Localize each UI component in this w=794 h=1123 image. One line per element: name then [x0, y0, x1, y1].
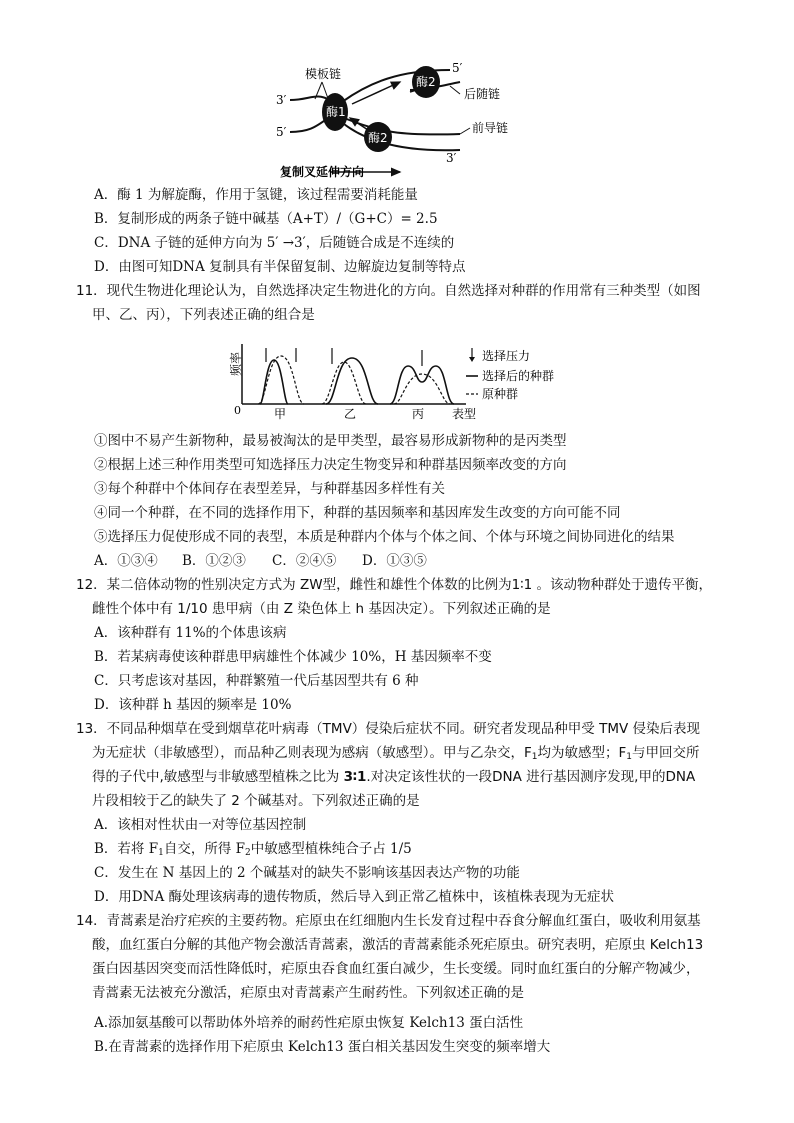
legend-selected: 选择后的种群 — [482, 369, 555, 383]
svg-text:后随链: 后随链 — [464, 87, 501, 101]
q10-option-b: B．复制形成的两条子链中碱基（A+T）/（G+C）= 2.5 — [94, 211, 438, 227]
svg-text:3′: 3′ — [276, 93, 287, 107]
replication-fork-diagram — [260, 52, 520, 180]
q12-option-a: A．该种群有 11%的个体患该病 — [94, 625, 287, 641]
group-label-yi: 乙 — [344, 407, 357, 421]
q11-stem: 11．现代生物进化理论认为，自然选择决定生物进化的方向。自然选择对种群的作用常有三种类型（如图 — [76, 283, 701, 299]
q11-option-b: B．①②③ — [182, 553, 246, 569]
group-label-jia: 甲 — [274, 407, 287, 421]
q11-item-3: ③每个种群中个体间存在表型差异，与种群基因多样性有关 — [94, 481, 445, 497]
q14-stem-4: 青蒿素无法被充分激活，疟原虫对青蒿素产生耐药性。下列叙述正确的是 — [92, 985, 524, 1001]
q14-option-b: B.在青蒿素的选择作用下疟原虫 Kelch13 蛋白相关基因发生突变的频率增大 — [94, 1039, 551, 1055]
q13-stem-4: 片段相较于乙的缺失了 2 个碱基对。下列叙述正确的是 — [92, 793, 420, 809]
y-axis-label: 频率 — [229, 351, 243, 376]
svg-text:前导链: 前导链 — [472, 121, 509, 135]
q10-option-a: A．酶 1 为解旋酶，作用于氢键，该过程需要消耗能量 — [94, 187, 418, 203]
q13-option-d: D．用DNA 酶处理该病毒的遗传物质，然后导入到正常乙植株中，该植株表现为无症状 — [94, 889, 614, 905]
q13-option-b: B．若将 $F_1$自交，所得 $F_2$中敏感型植株纯合子占 1/5 — [94, 841, 412, 858]
svg-text:复制叉延伸方向: 复制叉延伸方向 — [280, 165, 365, 179]
svg-text:3′: 3′ — [446, 151, 457, 165]
svg-text:酶2: 酶2 — [416, 75, 436, 89]
q11-stem-cont: 甲、乙、丙），下列表述正确的组合是 — [92, 307, 315, 323]
q11-item-4: ④同一个种群，在不同的选择作用下，种群的基因频率和基因库发生改变的方向可能不同 — [94, 505, 621, 521]
q12-option-d: D．该种群 h 基因的频率是 10% — [94, 697, 292, 713]
q12-stem-cont: 雌性个体中有 1/10 患甲病（由 Z 染色体上 h 基因决定）。下列叙述正确的是 — [92, 601, 551, 617]
q13-stem-3: 得的子代中,敏感型与非敏感型植株之比为 3∶1.对决定该性状的一段DNA 进行基因测序发现,甲的DNA — [92, 769, 696, 785]
legend-original: 原种群 — [482, 387, 519, 401]
group-label-bing: 丙 — [412, 407, 425, 421]
selection-types-chart — [226, 336, 556, 428]
svg-text:0: 0 — [234, 404, 241, 417]
svg-text:酶2: 酶2 — [368, 131, 388, 145]
template-strand-upper — [290, 96, 330, 100]
q11-option-c: C．②④⑤ — [272, 553, 337, 569]
svg-text:5′: 5′ — [452, 61, 463, 75]
q11-item-1: ①图中不易产生新物种，最易被淘汰的是甲类型，最容易形成新物种的是丙类型 — [94, 433, 567, 449]
q14-stem-3: 蛋白因基因突变而活性降低时，疟原虫吞食血红蛋白减少，生长变缓。同时血红蛋白的分解产物减少， — [92, 961, 700, 977]
svg-text:酶1: 酶1 — [326, 105, 346, 119]
legend-pressure: 选择压力 — [482, 349, 531, 363]
q13-option-c: C．发生在 N 基因上的 2 个碱基对的缺失不影响该基因表达产物的功能 — [94, 865, 520, 881]
q14-option-a: A.添加氨基酸可以帮助体外培养的耐药性疟原虫恢复 Kelch13 蛋白活性 — [94, 1015, 524, 1031]
q11-option-a: A．①③④ — [94, 553, 158, 569]
q11-option-d: D．①③⑤ — [362, 553, 427, 569]
q11-item-2: ②根据上述三种作用类型可知选择压力决定生物变异和种群基因频率改变的方向 — [94, 457, 567, 473]
q11-item-5: ⑤选择压力促使形成不同的表型，本质是种群内个体与个体之间、个体与环境之间协同进化的结果 — [94, 529, 675, 545]
svg-text:5′: 5′ — [276, 125, 287, 139]
q12-option-c: C．只考虑该对基因，种群繁殖一代后基因型共有 6 种 — [94, 673, 419, 689]
q13-stem: 13．不同品种烟草在受到烟草花叶病毒（TMV）侵染后症状不同。研究者发现品种甲受 TMV 侵染后表现 — [76, 721, 701, 737]
template-label: 模板链 — [305, 67, 342, 81]
q13-stem-2: 为无症状（非敏感型），而品种乙则表现为感病（敏感型）。甲与乙杂交，$F_1$均为敏感型；$F_1$与甲回交所 — [92, 745, 700, 762]
q12-option-b: B．若某病毒使该种群患甲病雄性个体减少 10%，H 基因频率不变 — [94, 649, 492, 665]
q13-option-a: A．该相对性状由一对等位基因控制 — [94, 817, 307, 833]
q14-stem-2: 酸，血红蛋白分解的其他产物会激活青蒿素，激活的青蒿素能杀死疟原虫。研究表明，疟原虫 Kelch13 — [92, 937, 704, 953]
q10-option-d: D．由图可知DNA 复制具有半保留复制、边解旋边复制等特点 — [94, 259, 466, 275]
q12-stem: 12．某二倍体动物的性别决定方式为 ZW型，雌性和雄性个体数的比例为1∶1 。该动物种群处于遗传平衡， — [76, 577, 713, 593]
q10-option-c: C．DNA 子链的延伸方向为 5′ →3′，后随链合成是不连续的 — [94, 235, 455, 251]
q14-stem: 14．青蒿素是治疗疟疾的主要药物。疟原虫在红细胞内生长发育过程中吞食分解血红蛋白，吸收利用氨基 — [76, 913, 701, 929]
x-axis-label: 表型 — [452, 407, 477, 421]
